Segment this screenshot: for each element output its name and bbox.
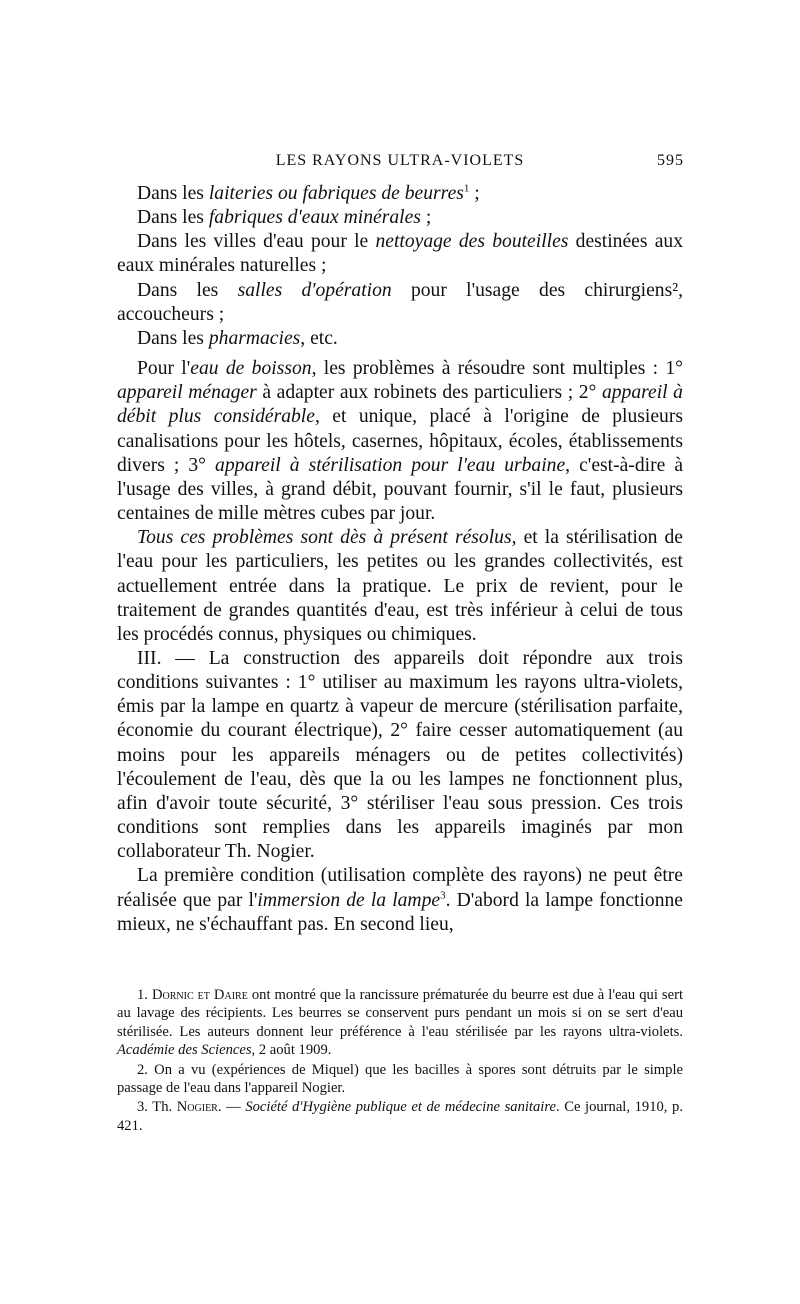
- page-number: 595: [657, 152, 684, 169]
- paragraph-problemes-resolus: Tous ces problèmes sont dès à présent résolus, et la stérilisation de l'eau pour les particuliers, les petites ou les grandes collectivités, est actuellement entrée dans la pratique. Le prix de revient, pour le traitement de grandes quantités d'eau, est très inférieur à celui de tous les procédés connus, physiques ou chimiques.: [117, 527, 683, 645]
- running-title: LES RAYONS ULTRA-VIOLETS: [275, 152, 525, 169]
- footnote-2: 2. On a vu (expériences de Miquel) que les bacilles à spores sont détruits par le simple passage de l'eau dans l'appareil Nogier.: [117, 1061, 683, 1097]
- footnotes: [117, 986, 683, 1135]
- list-item: Dans les salles d'opération pour l'usage des chirurgiens², accoucheurs ;: [117, 279, 683, 325]
- paragraph-construction: III. — La construction des appareils doit répondre aux trois conditions suivantes : 1° utiliser au maximum les rayons ultra-violets, émis par la lampe en quartz à vapeur de mercure (stérilisation parfaite, économie du courant électrique), 2° faire cesser automatiquement (au moins pour les appareils ménagers ou de petites collectivités) l'écoulement de l'eau, dès que la ou les lampes ne fonctionnent plus, afin d'avoir toute sécurité, 3° stériliser l'eau sous pression. Ces trois conditions sont remplies dans les appareils imaginés par mon collaborateur Th. Nogier.: [117, 647, 683, 863]
- list-item: Dans les villes d'eau pour le nettoyage des bouteilles destinées aux eaux minérales naturelles ;: [117, 231, 683, 277]
- list-item: Dans les laiteries ou fabriques de beurres$^1$ ;: [137, 182, 480, 204]
- list-item: Dans les fabriques d'eaux minérales ;: [137, 207, 432, 229]
- footnote-ref[interactable]: 1: [463, 182, 470, 195]
- footnote-1: 1. Dornic et Daire ont montré que la rancissure prématurée du beurre est due à l'eau qui sert au lavage des récipients. Les beurres se conservent purs pendant un mois si on se sert d'eau stérilisée. Les auteurs donnent leur préférence à l'eau stérilisée par les rayons ultra-violets. Académie des Sciences, 2 août 1909.: [117, 987, 684, 1059]
- list-item: Dans les pharmacies, etc.: [137, 327, 338, 349]
- footnote-ref[interactable]: 3: [440, 889, 446, 901]
- footnote-3: 3. Th. Nogier. — Société d'Hygiène publique et de médecine sanitaire. Ce journal, 1910, p. 421.: [117, 1099, 683, 1134]
- paragraph-premiere-condition: La première condition (utilisation complète des rayons) ne peut être réalisée que par l'immersion de la lampe$^3$. D'abord la lampe fonctionne mieux, ne s'échauffant pas. En second lieu,: [117, 865, 683, 935]
- paragraph-eau-de-boisson: Pour l'eau de boisson, les problèmes à résoudre sont multiples : 1° appareil ménager à adapter aux robinets des particuliers ; 2° appareil à débit plus considérable, et unique, placé à l'origine de plusieurs canalisations pour les hôtels, casernes, hôpitaux, écoles, établissements divers ; 3° appareil à stérilisation pour l'eau urbaine, c'est-à-dire à l'usage des villes, à grand débit, pouvant fournir, s'il le faut, plusieurs centaines de mille mètres cubes par jour.: [117, 358, 684, 525]
- body-text: [117, 182, 683, 937]
- running-header: [117, 152, 683, 176]
